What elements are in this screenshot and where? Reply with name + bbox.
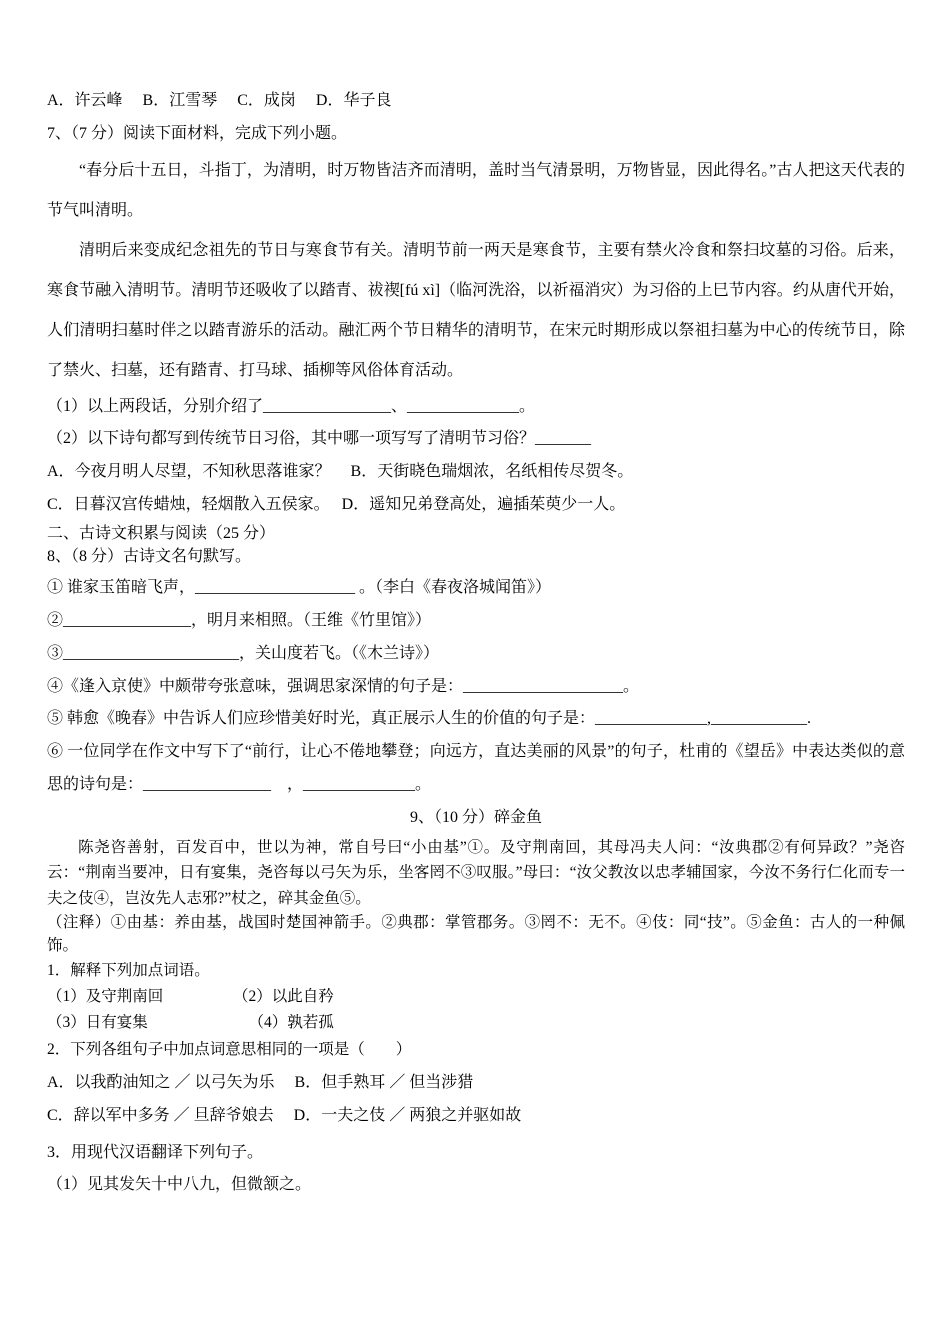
q7-sub-question-2: （2）以下诗句都写到传统节日习俗，其中哪一项写写了清明节习俗？_______ [47,430,592,448]
q7-material-paragraph-2: 清明后来变成纪念祖先的节日与寒食节有关。清明节前一两天是寒食节，主要有禁火冷食和祭扫坟墓的习俗。后来，寒食节融入清明节。清明节还吸收了以踏青、祓禊[fú xì]（临河洗浴，以祈福消灾）为习俗的上巳节内容。约从唐代开始，人们清明扫墓时伴之以踏青游乐的活动。融汇两个节日精华的清明节，在宋元时期形成以祭祖扫墓为中心的传统节日，除了禁火、扫墓，还有踏青、打马球、插柳等风俗体育活动。 [47,241,905,379]
q8-blank-item-5: ⑤ 韩愈《晚春》中告诉人们应珍惜美好时光，真正展示人生的价值的句子是：______________,____________. [47,710,812,728]
q9-sub1-row-2: （3）日有宴集 （4）孰若孤 [47,1014,334,1032]
q9-sub2-options-ab: A．以我酌油知之 ／ 以弓矢为乐 B．但手熟耳 ／ 但当涉猎 [47,1074,474,1092]
q8-blank-item-2: ②________________，明月来相照。（王维《竹里馆》） [47,611,432,629]
q7-options-row-ab: A．今夜月明人尽望，不知秋思落谁家？ B．天街晓色瑞烟浓，名纸相传尽贺冬。 [47,463,634,481]
q7-sub-question-1: （1）以上两段话，分别介绍了________________、______________。 [47,397,536,415]
q9-sub1-header: 1．解释下列加点词语。 [47,961,210,979]
q7-options-row-cd: C．日暮汉宫传蜡烛，轻烟散入五侯家。 D．遥知兄弟登高处，遍插茱萸少一人。 [47,495,626,513]
q9-sub3-header: 3．用现代汉语翻译下列句子。 [47,1143,264,1161]
q8-header: 8、（8 分）古诗文名句默写。 [47,547,252,565]
q9-sub1-row-1: （1）及守荆南回 （2）以此自矜 [47,988,334,1006]
q8-blank-item-1: ① 谁家玉笛暗飞声，____________________ 。（李白《春夜洛城闻笛》） [47,579,552,597]
q9-notes: （注释）①由基：养由基，战国时楚国神箭手。②典郡：掌管郡务。③罔不：无不。④伎：同“技”。⑤金鱼：古人的一种佩饰。 [47,914,905,955]
q9-passage: 陈尧咨善射，百发百中，世以为神，常自号曰“小由基”①。及守荆南回，其母冯夫人问：“汝典郡②有何异政？”尧咨云：“荆南当要冲，日有宴集，尧咨每以弓矢为乐，坐客罔不③叹服。”母曰：“汝父教汝以忠孝辅国家，今汝不务行仁化而专一夫之伎④，岂汝先人志邪?”杖之，碎其金鱼⑤。 [47,838,905,907]
q7-material-paragraph-1: “春分后十五日，斗指丁，为清明，时万物皆洁齐而清明，盖时当气清景明，万物皆显，因此得名。”古人把这天代表的节气叫清明。 [47,161,905,219]
q8-blank-item-3: ③______________________，关山度若飞。（《木兰诗》） [47,644,440,662]
q9-sub2-header: 2．下列各组句子中加点词意思相同的一项是（ ） [47,1040,412,1058]
q6-options-row: A．许云峰 B．江雪琴 C．成岗 D．华子良 [47,92,392,109]
q8-blank-item-6: ⑥ 一位同学在作文中写下了“前行，让心不倦地攀登；向远方，直达美丽的风景”的句子，杜甫的《望岳》中表达类似的意思的诗句是：________________ ，______________。 [47,743,905,793]
q8-blank-item-4: ④《逢入京使》中颇带夸张意味，强调思家深情的句子是：____________________。 [47,677,640,695]
section-2-title: 二、古诗文积累与阅读（25 分） [47,524,276,542]
q7-header: 7、（7 分）阅读下面材料，完成下列小题。 [47,124,348,142]
q9-sub3-sentence-1: （1）见其发矢十中八九，但微颔之。 [47,1176,312,1194]
q9-title: 9、（10 分）碎金鱼 [409,808,542,826]
q9-sub2-options-cd: C．辞以军中多务 ／ 旦辞爷娘去 D．一夫之伎 ／ 两狼之并驱如故 [47,1106,522,1124]
